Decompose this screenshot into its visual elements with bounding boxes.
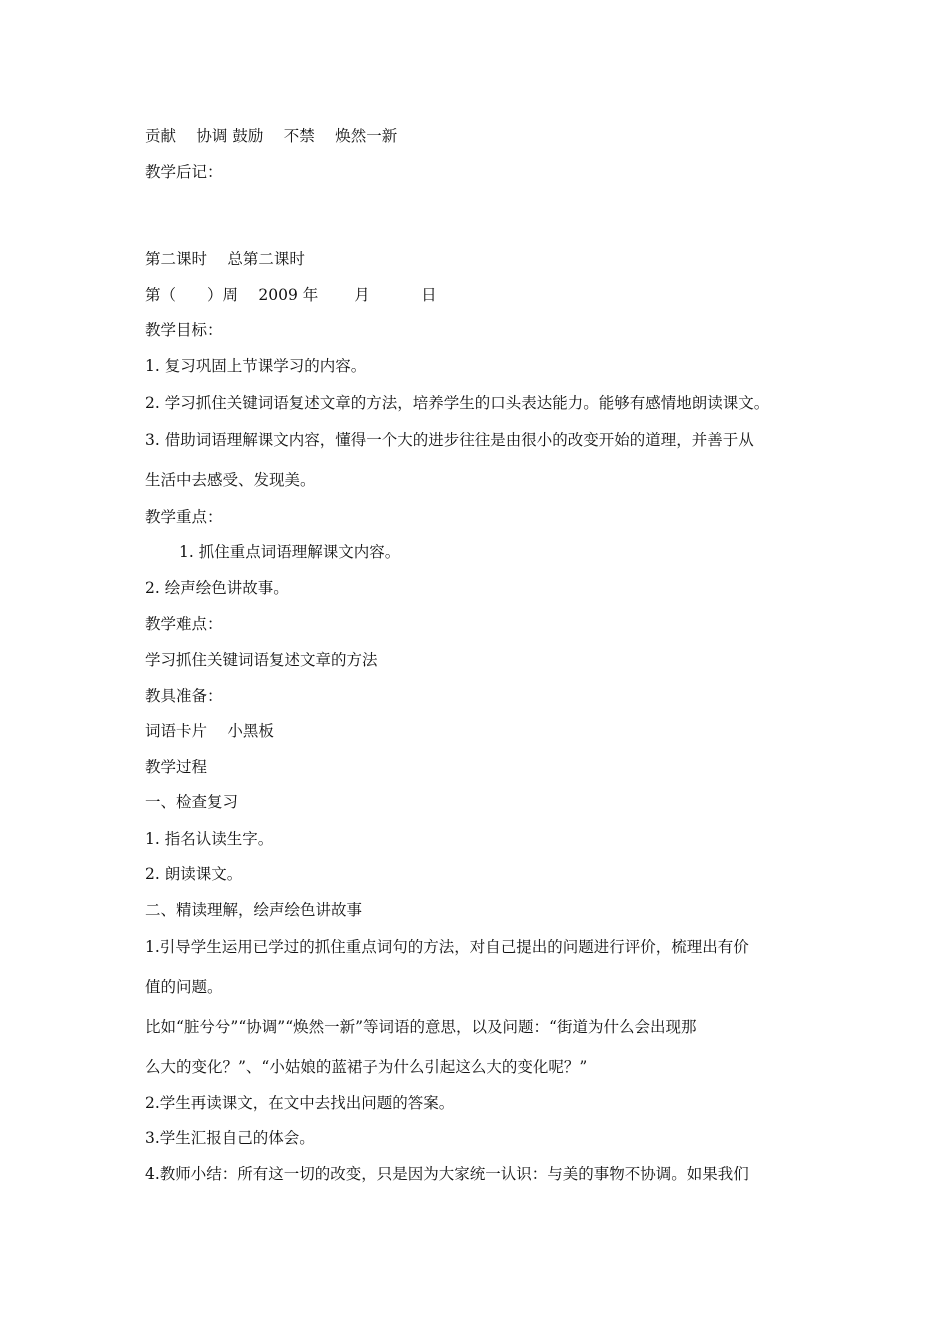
section-item: 3.学生汇报自己的体会。 [145,1129,315,1147]
example-text-continued: 么大的变化？”、“小姑娘的蓝裙子为什么引起这么大的变化呢？” [145,1058,588,1076]
example-text: 比如“脏兮兮”“协调”“焕然一新”等词语的意思，以及问题：“街道为什么会出现那 [145,1018,697,1036]
key-point-item: 1. 抓住重点词语理解课文内容。 [179,543,401,561]
lesson-header: 第二课时 总第二课时 [145,250,305,268]
vocabulary-line: 贡献 协调 鼓励 不禁 焕然一新 [145,127,398,145]
section-title: 一、检查复习 [145,793,239,811]
goal-item: 1. 复习巩固上节课学习的内容。 [145,357,367,375]
goal-item: 2. 学习抓住关键词语复述文章的方法，培养学生的口头表达能力。能够有感情地朗读课文。 [145,394,770,412]
postscript-label: 教学后记： [145,163,223,181]
tools-label: 教具准备： [145,687,223,705]
goal-item: 3. 借助词语理解课文内容，懂得一个大的进步往往是由很小的改变开始的道理，并善于从 [145,431,754,449]
section-item: 2.学生再读课文，在文中去找出问题的答案。 [145,1094,455,1112]
section-item: 1. 指名认读生字。 [145,830,274,848]
tools-text: 词语卡片 小黑板 [145,722,274,740]
section-item-continued: 值的问题。 [145,978,223,996]
date-line: 第（ ）周 2009 年 月 日 [145,286,437,304]
process-label: 教学过程 [145,758,208,776]
section-item: 1.引导学生运用已学过的抓住重点词句的方法，对自己提出的问题进行评价，梳理出有价 [145,938,749,956]
key-points-label: 教学重点： [145,508,223,526]
section-item: 2. 朗读课文。 [145,865,243,883]
section-title: 二、精读理解，绘声绘色讲故事 [145,901,363,919]
difficulty-label: 教学难点： [145,615,223,633]
goals-label: 教学目标： [145,321,223,339]
key-point-item: 2. 绘声绘色讲故事。 [145,579,289,597]
section-item: 4.教师小结：所有这一切的改变，只是因为大家统一认识：与美的事物不协调。如果我们 [145,1165,749,1183]
goal-item-continued: 生活中去感受、发现美。 [145,471,316,489]
difficulty-text: 学习抓住关键词语复述文章的方法 [145,651,378,669]
